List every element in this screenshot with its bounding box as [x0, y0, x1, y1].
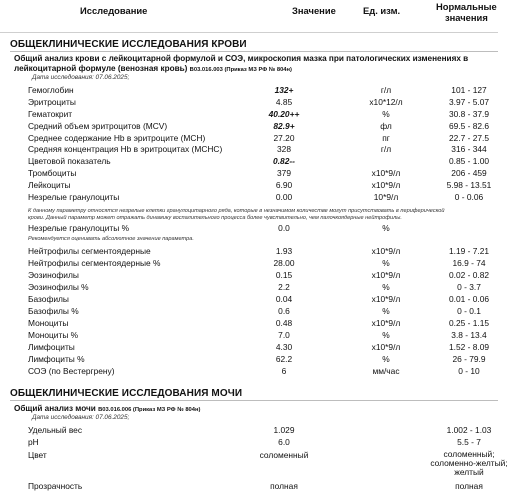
row-value: 82.9+: [273, 121, 295, 131]
header-norm: [436, 2, 497, 24]
row-value: 1.93: [275, 246, 293, 256]
header-unit: Ед. изм.: [363, 5, 401, 16]
row-unit: x10*9/л: [371, 246, 401, 256]
table-row: [28, 449, 508, 477]
row-norm: 1.002 - 1.03: [446, 425, 492, 435]
row-value: 40.20++: [268, 109, 300, 119]
row-name: Тромбоциты: [28, 168, 77, 178]
header-study: Исследование: [80, 5, 148, 16]
table-row: [28, 270, 498, 281]
row-unit: %: [382, 330, 390, 340]
row-norm: 0 - 0.06: [454, 192, 484, 202]
row-norm: 101 - 127: [451, 85, 487, 95]
table-row: [28, 180, 498, 191]
row-value: 0.00: [275, 192, 293, 202]
table-row: [28, 144, 498, 155]
table-row: [28, 425, 498, 436]
table-row: [28, 121, 498, 132]
table-row: [28, 133, 498, 144]
urine-test-code: B03.016.006 (Приказ МЗ РФ № 804н): [98, 407, 201, 413]
row-unit: x10*9/л: [371, 342, 401, 352]
row-unit: %: [382, 223, 390, 233]
row-norm: 5.5 - 7: [457, 437, 481, 447]
row-name: Цвет: [28, 450, 47, 460]
row-norm: 5.98 - 13.51: [446, 180, 492, 190]
row-norm: 1.52 - 8.09: [448, 342, 490, 352]
table-row: [28, 109, 498, 120]
row-name: Моноциты: [28, 318, 69, 328]
urine-test-title: [14, 404, 200, 414]
table-row: [28, 481, 498, 492]
table-header: [0, 0, 498, 30]
row-norm: [422, 450, 516, 476]
table-row: [28, 97, 498, 108]
row-norm: 0 - 0.1: [457, 306, 481, 316]
row-norm: 0.01 - 0.06: [448, 294, 490, 304]
blood-section-rule: [10, 51, 498, 52]
row-name: Эозинофилы: [28, 270, 79, 280]
row-value: 4.85: [275, 97, 293, 107]
table-row: [28, 354, 498, 365]
table-row: [28, 342, 498, 353]
row-value: 0.82--: [273, 156, 295, 166]
row-norm: 316 - 344: [451, 144, 487, 154]
row-value: 1.029: [273, 425, 295, 435]
row-unit: мм/час: [372, 366, 400, 376]
row-value: 6: [281, 366, 287, 376]
table-row: [28, 282, 498, 293]
blood-test-title-line1: Общий анализ крови с лейкоцитарной формулой и СОЭ, микроскопия мазка при патологических изменениях в: [14, 54, 469, 63]
row-norm: 0 - 3.7: [457, 282, 481, 292]
row-name: Лейкоциты: [28, 180, 71, 190]
row-norm: 22.7 - 27.5: [448, 133, 490, 143]
blood-test-title-text: лейкоцитарной формуле (венозная кровь): [14, 64, 188, 73]
table-row: [28, 85, 498, 96]
row-value: 2.2: [278, 282, 290, 292]
row-unit: %: [382, 354, 390, 364]
row-value: 62.2: [275, 354, 293, 364]
row-norm: 69.5 - 82.6: [448, 121, 490, 131]
row-value: 6.0: [278, 437, 290, 447]
row-value: 27.20: [273, 133, 295, 143]
row-norm: 3.8 - 13.4: [451, 330, 487, 340]
row-name: Нейтрофилы сегментоядерные %: [28, 258, 161, 268]
row-norm-line: желтый: [454, 466, 484, 477]
urine-test-date: Дата исследования: 07.06.2025;: [32, 414, 130, 421]
immature-note-line2: крови. Данный параметр может отражать динамику воспалительного процесса более чувствительно, чем палочкоядерные нейтрофилы.: [28, 215, 402, 221]
row-value: 4.30: [275, 342, 293, 352]
row-name: Лимфоциты: [28, 342, 75, 352]
row-norm: 1.19 - 7.21: [448, 246, 490, 256]
row-unit: %: [382, 306, 390, 316]
row-name: СОЭ (по Вестергрену): [28, 366, 115, 376]
table-row: [28, 437, 498, 448]
row-unit: пг: [382, 133, 390, 143]
row-unit: %: [382, 258, 390, 268]
row-value: 328: [277, 144, 291, 154]
row-unit: x10*9/л: [371, 168, 401, 178]
row-norm: полная: [455, 481, 483, 491]
row-norm: 0.85 - 1.00: [448, 156, 490, 166]
row-value: 0.04: [275, 294, 293, 304]
row-norm-line: соломенный;: [443, 449, 495, 459]
table-row: [28, 246, 498, 257]
row-unit: x10*9/л: [371, 294, 401, 304]
immature-note-line1: К данному параметру относятся незрелые клетки гранулоцитарного ряда, которые в незначимом количестве могут присутствовать в периферической: [28, 208, 445, 214]
row-norm: 0.25 - 1.15: [448, 318, 490, 328]
row-norm: 30.8 - 37.9: [448, 109, 490, 119]
row-name: Среднее содержание Hb в эритроците (MCH): [28, 133, 206, 143]
urine-section-rule: [10, 400, 498, 401]
blood-test-code: B03.016.003 (Приказ МЗ РФ № 804н): [189, 67, 292, 73]
row-value: соломенный: [259, 450, 309, 460]
blood-test-title-line2: [14, 64, 292, 74]
row-name: Моноциты %: [28, 330, 79, 340]
row-norm: 16.9 - 74: [452, 258, 486, 268]
row-name: Эозинофилы %: [28, 282, 89, 292]
row-norm: 26 - 79.9: [452, 354, 486, 364]
row-value: 0.6: [278, 306, 290, 316]
row-name: Удельный вес: [28, 425, 83, 435]
row-name: Незрелые гранулоциты %: [28, 223, 130, 233]
row-name: Базофилы %: [28, 306, 79, 316]
row-name: Эритроциты: [28, 97, 76, 107]
row-name: Базофилы: [28, 294, 69, 304]
row-unit: г/л: [380, 85, 392, 95]
row-unit: x10*9/л: [371, 318, 401, 328]
row-name: Гематокрит: [28, 109, 73, 119]
row-value: 28.00: [273, 258, 295, 268]
row-name: pH: [28, 437, 39, 447]
row-unit: x10*9/л: [371, 180, 401, 190]
row-name: Нейтрофилы сегментоядерные: [28, 246, 151, 256]
blood-section-title: ОБЩЕКЛИНИЧЕСКИЕ ИССЛЕДОВАНИЯ КРОВИ: [10, 39, 247, 50]
urine-test-title-text: Общий анализ мочи: [14, 404, 96, 413]
table-row: [28, 223, 498, 234]
row-name: Прозрачность: [28, 481, 83, 491]
row-norm: 0 - 10: [458, 366, 480, 376]
row-value: 0.48: [275, 318, 293, 328]
immature-note2: Рекомендуется оценивать абсолютное значение параметра.: [28, 236, 194, 242]
row-value: 0.15: [275, 270, 293, 280]
urine-section-title: ОБЩЕКЛИНИЧЕСКИЕ ИССЛЕДОВАНИЯ МОЧИ: [10, 388, 243, 399]
row-value: 379: [277, 168, 291, 178]
table-row: [28, 330, 498, 341]
row-value: 7.0: [278, 330, 290, 340]
header-norm-line2: значения: [444, 11, 488, 23]
table-row: [28, 318, 498, 329]
row-norm: 206 - 459: [451, 168, 487, 178]
row-value: 132+: [274, 85, 294, 95]
row-value: 6.90: [275, 180, 293, 190]
row-norm-line: соломенно-желтый;: [430, 457, 508, 468]
row-name: Средний объем эритроцитов (MCV): [28, 121, 168, 131]
row-value: 0.0: [278, 223, 290, 233]
header-divider: [0, 32, 498, 33]
table-row: [28, 156, 498, 167]
table-row: [28, 294, 498, 305]
table-row: [28, 306, 498, 317]
row-name: Цветовой показатель: [28, 156, 111, 166]
row-name: Гемоглобин: [28, 85, 74, 95]
table-row: [28, 168, 498, 179]
row-name: Незрелые гранулоциты: [28, 192, 120, 202]
row-unit: x10*12/л: [369, 97, 403, 107]
table-row: [28, 192, 498, 203]
row-name: Лимфоциты %: [28, 354, 85, 364]
row-unit: %: [382, 282, 390, 292]
row-unit: фл: [380, 121, 392, 131]
table-row: [28, 258, 498, 269]
row-name: Средняя концентрация Hb в эритроцитах (MCHC): [28, 144, 223, 154]
row-unit: 10*9/л: [373, 192, 399, 202]
blood-test-date: Дата исследования: 07.06.2025;: [32, 74, 130, 81]
row-norm: 0.02 - 0.82: [448, 270, 490, 280]
row-unit: г/л: [380, 144, 392, 154]
header-value: Значение: [292, 5, 336, 16]
row-norm: 3.97 - 5.07: [448, 97, 490, 107]
header-norm-line1: Нормальные: [436, 1, 497, 12]
row-unit: x10*9/л: [371, 270, 401, 280]
row-unit: %: [382, 109, 390, 119]
row-value: полная: [270, 481, 298, 491]
table-row: [28, 366, 498, 377]
